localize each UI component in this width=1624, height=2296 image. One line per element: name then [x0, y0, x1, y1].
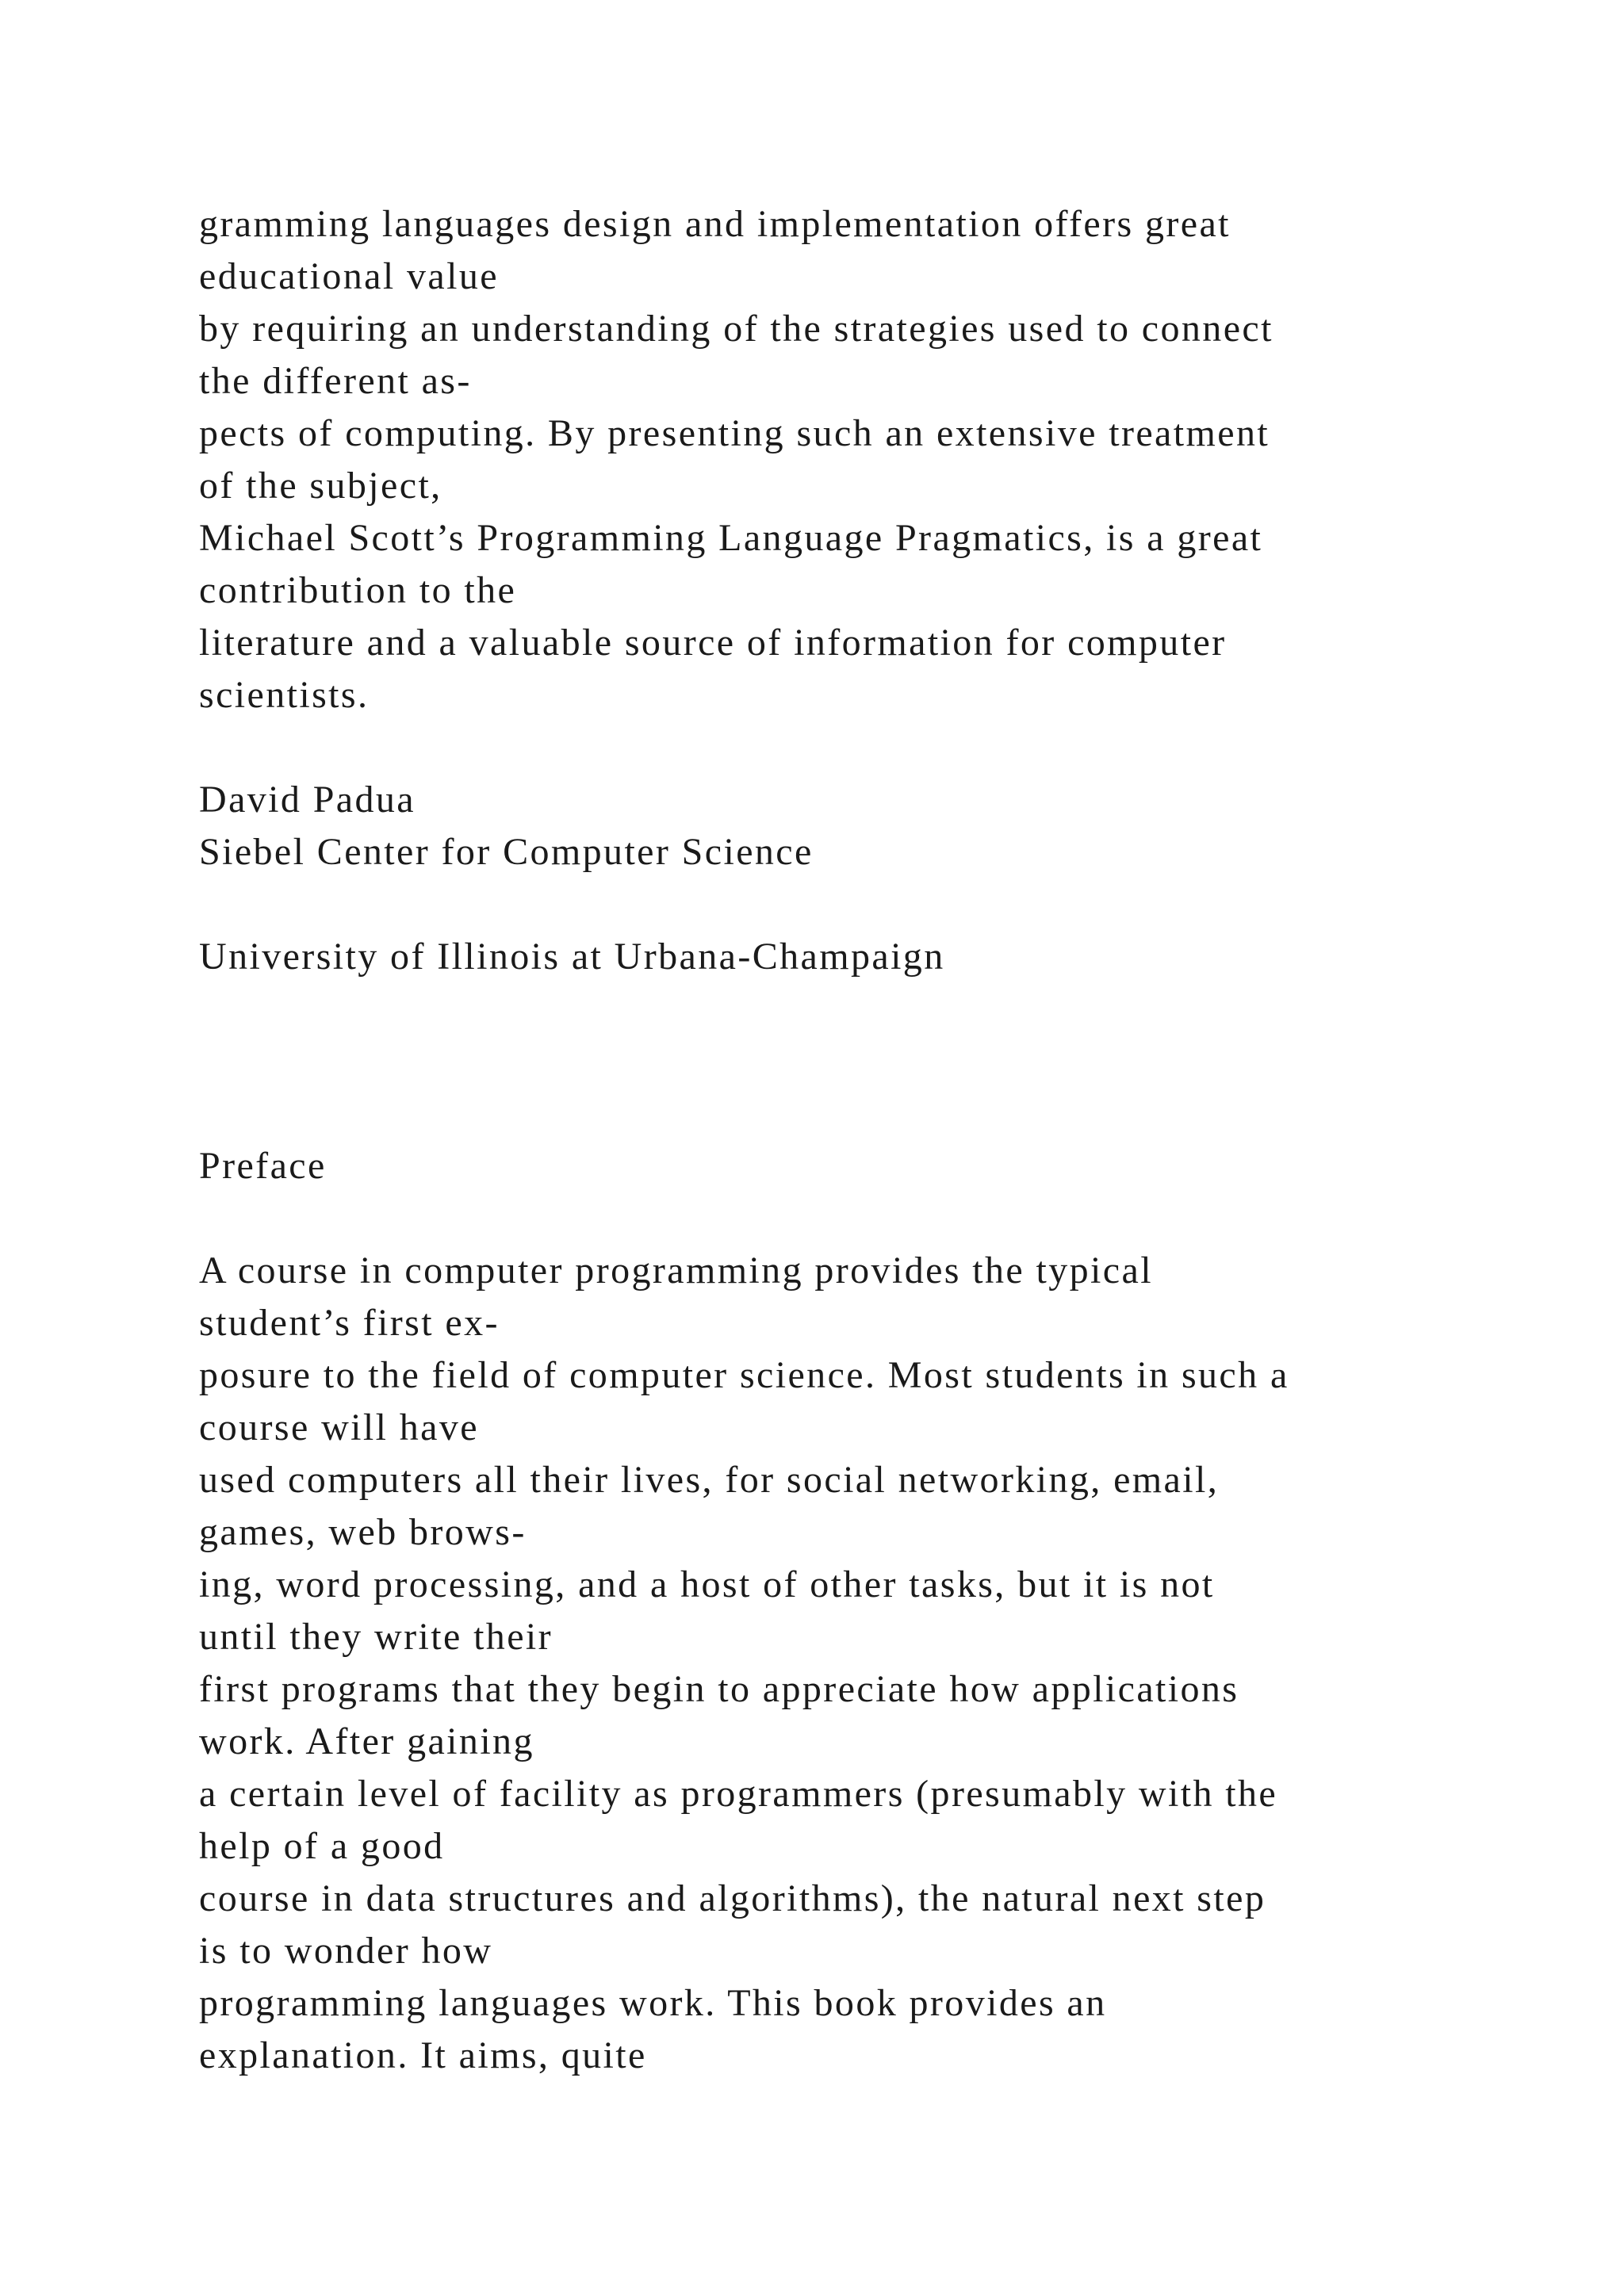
foreword-line: contribution to the	[199, 569, 517, 611]
preface-line: posure to the field of computer science. Most students in such a	[199, 1354, 1289, 1396]
foreword-line: scientists.	[199, 674, 370, 716]
preface-line: explanation. It aims, quite	[199, 2034, 647, 2076]
signature-block	[199, 774, 1500, 878]
preface-line: ing, word processing, and a host of other tasks, but it is not	[199, 1563, 1215, 1605]
preface-line: is to wonder how	[199, 1930, 493, 1972]
foreword-line: pects of computing. By presenting such an extensive treatment	[199, 412, 1270, 454]
preface-line: A course in computer programming provides the typical	[199, 1249, 1153, 1292]
foreword-line: gramming languages design and implementation offers great	[199, 203, 1231, 245]
preface-line: help of a good	[199, 1825, 445, 1867]
preface-line: work. After gaining	[199, 1720, 534, 1762]
affiliation-block	[199, 931, 1500, 983]
preface-line: programming languages work. This book provides an	[199, 1982, 1107, 2024]
preface-heading: Preface	[199, 1145, 327, 1187]
preface-line: first programs that they begin to appreciate how applications	[199, 1668, 1239, 1710]
foreword-line: the different as-	[199, 360, 472, 402]
foreword-line: by requiring an understanding of the strategies used to connect	[199, 308, 1274, 350]
preface-paragraph	[199, 1245, 1500, 2082]
author-name: David Padua	[199, 779, 416, 821]
preface-line: course in data structures and algorithms), the natural next step	[199, 1877, 1266, 1919]
preface-line: student’s first ex-	[199, 1302, 500, 1344]
preface-line: games, web brows-	[199, 1511, 527, 1553]
preface-line: until they write their	[199, 1616, 553, 1658]
foreword-line: of the subject,	[199, 465, 442, 507]
author-university: University of Illinois at Urbana-Champaign	[199, 936, 945, 978]
preface-line: used computers all their lives, for social networking, email,	[199, 1459, 1220, 1501]
preface-line: course will have	[199, 1406, 479, 1448]
foreword-line: literature and a valuable source of information for computer	[199, 622, 1227, 664]
foreword-line: educational value	[199, 255, 499, 297]
preface-line: a certain level of facility as programmers (presumably with the	[199, 1773, 1278, 1815]
foreword-paragraph	[199, 198, 1500, 721]
author-department: Siebel Center for Computer Science	[199, 831, 814, 873]
preface-heading-block	[199, 1140, 1500, 1192]
foreword-line: Michael Scott’s Programming Language Pragmatics, is a great	[199, 517, 1263, 559]
